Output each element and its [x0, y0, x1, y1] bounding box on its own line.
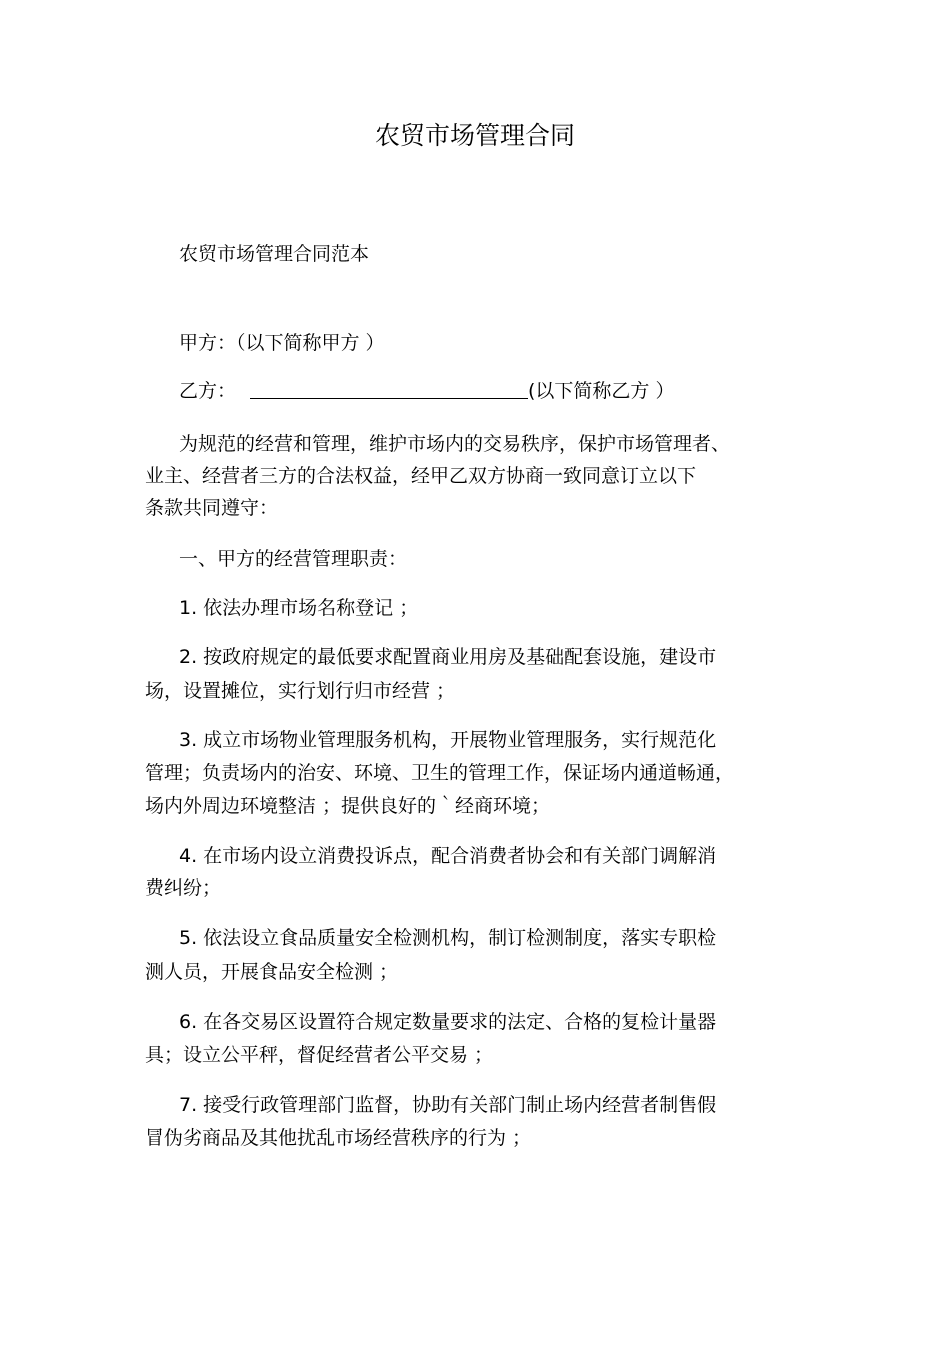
clause-line: 场内外周边环境整洁 ；提供良好的｀经商环境； — [145, 795, 551, 817]
clause-line: 测人员，开展食品安全检测 ； — [145, 961, 399, 983]
party-a-line: 甲方：（以下简称甲方 ） — [179, 332, 385, 354]
party-b-blank — [250, 378, 528, 399]
section-heading: 一、甲方的经营管理职责： — [179, 548, 408, 570]
preamble-line: 条款共同遵守： — [145, 497, 279, 519]
clause-line: 具；设立公平秤，督促经营者公平交易 ； — [145, 1044, 494, 1066]
clause-line: 冒伪劣商品及其他扰乱市场经营秩序的行为 ； — [145, 1127, 532, 1149]
party-b-line — [145, 375, 819, 407]
clause-line: 2. 按政府规定的最低要求配置商业用房及基础配套设施，建设市 — [179, 646, 717, 668]
clause-line: 1. 依法办理市场名称登记 ； — [179, 597, 419, 619]
clause-line: 费纠纷； — [145, 877, 222, 899]
party-b-label: 乙方： — [179, 380, 237, 402]
document-subtitle: 农贸市场管理合同范本 — [179, 243, 370, 265]
party-b-suffix: (以下简称乙方 ） — [528, 380, 675, 402]
preamble-line: 为规范的经营和管理，维护市场内的交易秩序，保护市场管理者、 — [179, 433, 731, 455]
clause-line: 场，设置摊位，实行划行归市经营 ； — [145, 680, 456, 702]
clause-line: 4. 在市场内设立消费投诉点，配合消费者协会和有关部门调解消 — [179, 845, 717, 867]
document-title: 农贸市场管理合同 — [374, 121, 575, 150]
clause-line: 6. 在各交易区设置符合规定数量要求的法定、合格的复检计量器 — [179, 1011, 717, 1033]
clause-line: 5. 依法设立食品质量安全检测机构，制订检测制度，落实专职检 — [179, 927, 717, 949]
clause-line: 管理；负责场内的治安、环境、卫生的管理工作，保证场内通道畅通， — [145, 762, 735, 784]
preamble-line: 业主、经营者三方的合法权益，经甲乙双方协商一致同意订立以下 — [145, 465, 697, 487]
clause-line: 7. 接受行政管理部门监督，协助有关部门制止场内经营者制售假 — [179, 1094, 717, 1116]
clause-line: 3. 成立市场物业管理服务机构，开展物业管理服务，实行规范化 — [179, 729, 717, 751]
